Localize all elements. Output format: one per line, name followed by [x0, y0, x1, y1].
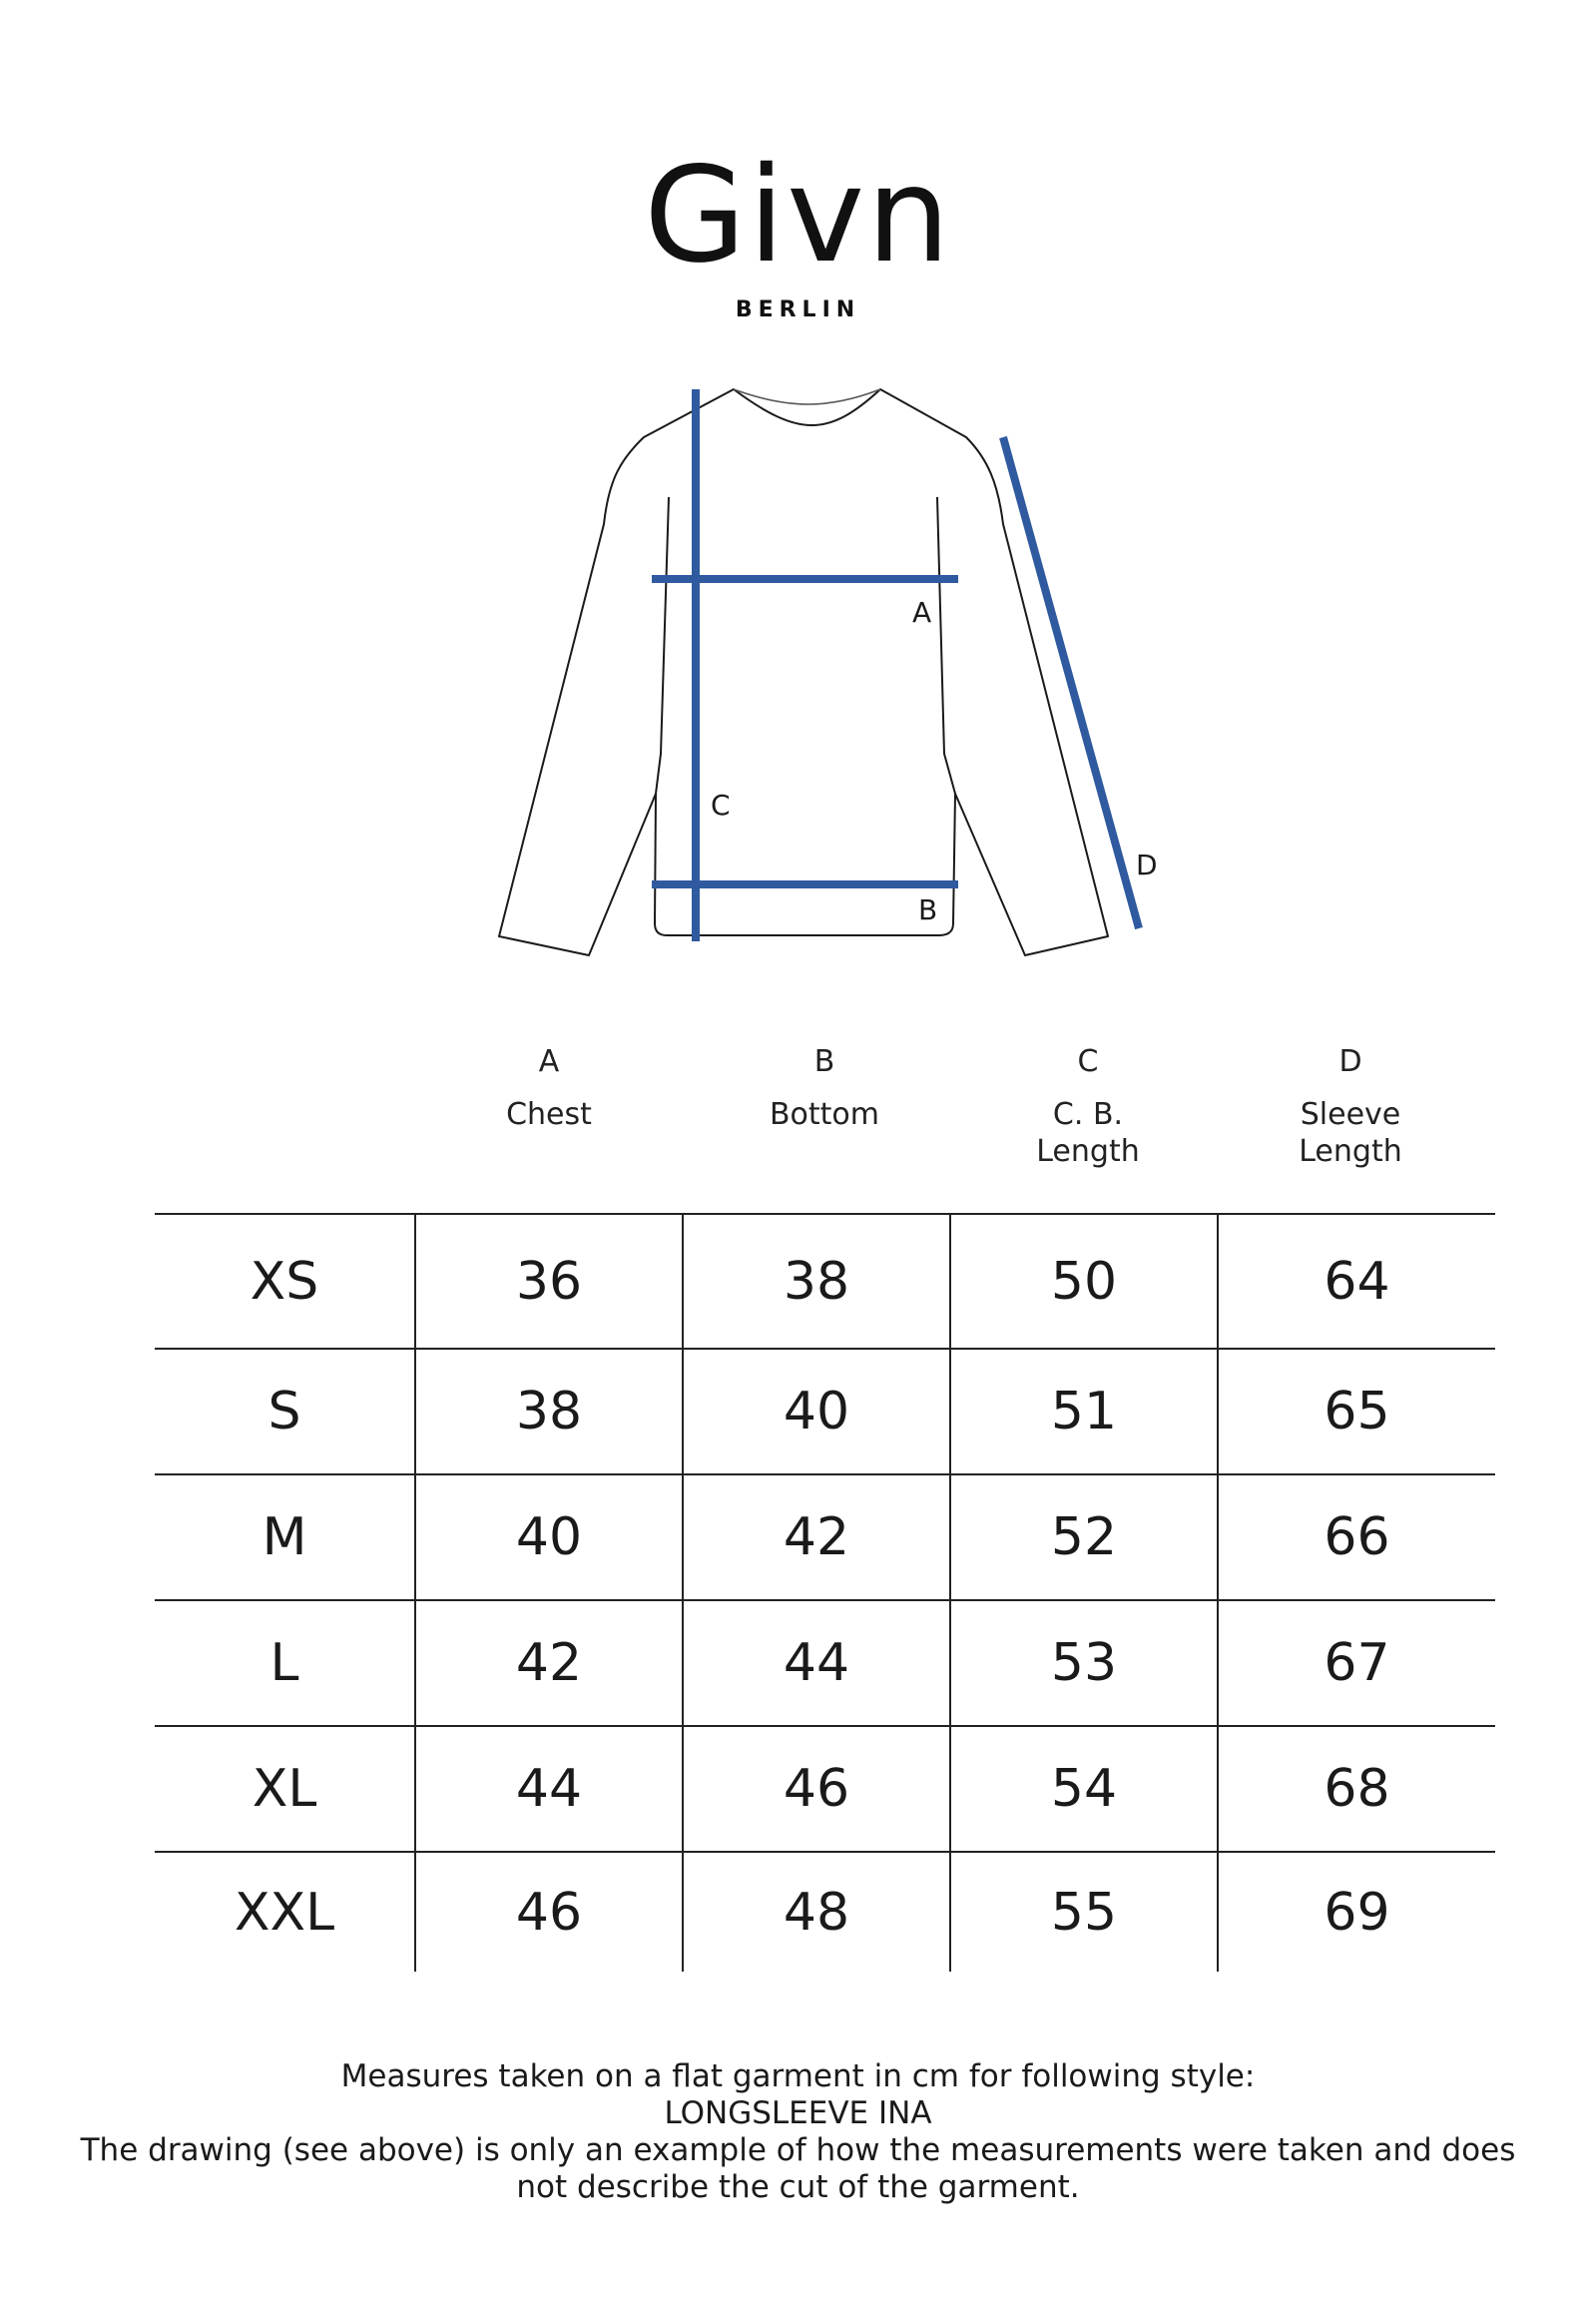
brand-name: Givn: [644, 139, 952, 292]
column-letter: B: [813, 1044, 835, 1079]
size-cell: XL: [252, 1759, 317, 1819]
size-cell: XXL: [234, 1882, 335, 1943]
value-cell: 44: [415, 1726, 683, 1852]
size-table: [155, 1213, 1495, 1972]
label-c: C: [711, 789, 731, 822]
size-cell: S: [267, 1382, 301, 1441]
value-cell: 52: [950, 1474, 1218, 1600]
value-cell: 36: [415, 1214, 683, 1349]
column-name: Chest: [506, 1097, 592, 1132]
value-cell: 55: [950, 1852, 1218, 1972]
value-cell: 69: [1218, 1852, 1495, 1972]
value-cell: 40: [415, 1474, 683, 1600]
value-cell: 65: [1218, 1349, 1495, 1474]
note-line-3: The drawing (see above) is only an example of how the measurements were taken and does: [80, 2132, 1516, 2168]
column-name: C. B. Length: [1036, 1097, 1140, 1169]
note-line-4: not describe the cut of the garment.: [516, 2169, 1080, 2205]
table-row: [155, 1852, 1495, 1972]
value-cell: 64: [1218, 1214, 1495, 1349]
value-cell: 54: [950, 1726, 1218, 1852]
size-cell: M: [262, 1507, 307, 1567]
measure-lines: [652, 389, 1139, 941]
measure-line-d: [1003, 437, 1139, 928]
value-cell: 50: [950, 1214, 1218, 1349]
column-name: Bottom: [769, 1097, 880, 1132]
column-header-sleeve-length: [1231, 1043, 1470, 1170]
size-cell: L: [269, 1633, 299, 1693]
left-side-seam: [656, 497, 669, 794]
value-cell: 48: [683, 1852, 950, 1972]
value-cell: 40: [683, 1349, 950, 1474]
value-cell: 42: [415, 1600, 683, 1726]
value-cell: 46: [415, 1852, 683, 1972]
column-letter: D: [1338, 1044, 1362, 1079]
measurement-note: [0, 2058, 1596, 2206]
label-b: B: [918, 893, 938, 926]
value-cell: 44: [683, 1600, 950, 1726]
brand-city: BERLIN: [735, 297, 861, 322]
neck-back-line: [734, 389, 880, 404]
column-letter: A: [538, 1044, 560, 1079]
column-header-bottom: [705, 1043, 944, 1133]
column-header-chest: [429, 1043, 669, 1133]
table-row: [155, 1349, 1495, 1474]
column-name: Sleeve Length: [1299, 1097, 1402, 1169]
table-row: [155, 1600, 1495, 1726]
style-name: LONGSLEEVE INA: [664, 2095, 932, 2131]
value-cell: 67: [1218, 1600, 1495, 1726]
table-row: [155, 1726, 1495, 1852]
value-cell: 53: [950, 1600, 1218, 1726]
value-cell: 66: [1218, 1474, 1495, 1600]
value-cell: 38: [683, 1214, 950, 1349]
note-line-1: Measures taken on a flat garment in cm for following style:: [340, 2058, 1256, 2094]
label-d: D: [1136, 849, 1158, 881]
garment-diagram: [0, 0, 1596, 998]
value-cell: 46: [683, 1726, 950, 1852]
label-a: A: [912, 596, 932, 629]
table-row: [155, 1474, 1495, 1600]
value-cell: 51: [950, 1349, 1218, 1474]
column-letter: C: [1077, 1044, 1099, 1079]
value-cell: 42: [683, 1474, 950, 1600]
value-cell: 68: [1218, 1726, 1495, 1852]
right-side-seam: [937, 497, 955, 794]
table-row: [155, 1214, 1495, 1349]
size-cell: XS: [250, 1251, 319, 1312]
column-header-cb-length: [968, 1043, 1208, 1170]
value-cell: 38: [415, 1349, 683, 1474]
